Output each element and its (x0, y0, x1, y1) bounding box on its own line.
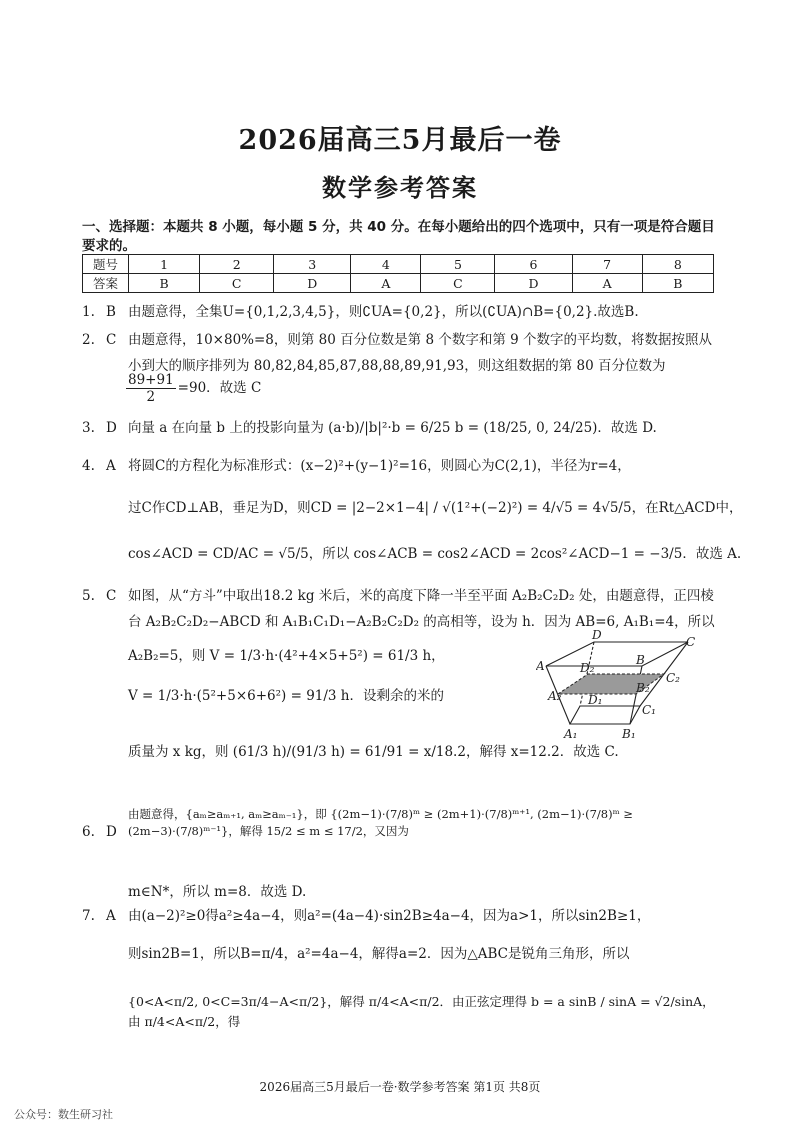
table-cell: C (200, 274, 274, 293)
item-answer: C (106, 588, 117, 604)
label-a2: A₂ (548, 689, 562, 703)
label-a1: A₁ (564, 727, 578, 740)
table-cell: 8 (642, 255, 713, 274)
item-answer: D (106, 420, 117, 436)
item-text: 由题意得，全集U={0,1,2,3,4,5}，则∁UA={0,2}，所以(∁UA)∩B={0,2}.故选B. (128, 304, 639, 320)
table-cell: 4 (351, 255, 421, 274)
item-number: 4. (82, 458, 95, 474)
page-title: 2026届高三5月最后一卷 (238, 125, 562, 156)
item-line: 过C作CD⊥AB，垂足为D，则CD = |2−2×1−4| / √(1²+(−2)²) = 4/√5 = 4√5/5，在Rt△ACD中， (128, 500, 743, 516)
table-cell: B (129, 274, 200, 293)
answer-item-3 (82, 418, 718, 438)
frustum-figure (536, 630, 696, 740)
item-answer: A (106, 908, 116, 924)
item-line: V = 1/3·h·(5²+5×6+6²) = 91/3 h．设剩余的米的 (128, 688, 444, 704)
table-cell: A (351, 274, 421, 293)
table-cell: 6 (495, 255, 572, 274)
table-header-cell: 答案 (83, 274, 129, 293)
item-number: 2. (82, 332, 95, 348)
table-cell: 1 (129, 255, 200, 274)
page-footer: 2026届高三5月最后一卷·数学参考答案 第1页 共8页 (259, 1080, 541, 1094)
table-cell: 3 (274, 255, 351, 274)
label-c1: C₁ (642, 703, 656, 717)
label-c2: C₂ (666, 671, 680, 685)
answer-table (82, 254, 714, 293)
answer-item-1 (82, 302, 718, 322)
top-face (546, 642, 688, 666)
item-text: 向量 a 在向量 b 上的投影向量为 (a·b)/|b|²·b = 6/25 b = (18/25, 0, 24/25)．故选 D. (128, 420, 657, 436)
fraction-denominator: 2 (146, 389, 156, 405)
item-answer: D (106, 824, 117, 840)
table-cell: 7 (572, 255, 642, 274)
table-cell: 2 (200, 255, 274, 274)
label-b2: B₂ (636, 681, 650, 695)
item-number: 6. (82, 824, 95, 840)
item-line: 将圆C的方程化为标准形式：(x−2)²+(y−1)²=16，则圆心为C(2,1)，半径为r=4， (128, 458, 631, 474)
table-cell: A (572, 274, 642, 293)
item-line: 质量为 x kg，则 (61/3 h)/(91/3 h) = 61/91 = x/18.2，解得 x=12.2．故选 C. (128, 744, 619, 760)
table-row (83, 255, 714, 274)
answer-item-5 (82, 586, 718, 606)
label-b1: B₁ (622, 727, 636, 740)
table-header-cell: 题号 (83, 255, 129, 274)
item-line: 台 A₂B₂C₂D₂−ABCD 和 A₁B₁C₁D₁−A₂B₂C₂D₂ 的高相等，设为 h．因为 AB=6, A₁B₁=4，所以 (128, 614, 715, 630)
table-cell: B (642, 274, 713, 293)
item-line: cos∠ACD = CD/AC = √5/5，所以 cos∠ACB = cos2∠ACD = 2cos²∠ACD−1 = −3/5．故选 A. (128, 546, 742, 562)
item-answer: C (106, 332, 117, 348)
item-line: {0<A<π/2, 0<C=3π/4−A<π/2}，解得 π/4<A<π/2．由正弦定理得 b = a sinB / sinA = √2/sinA，由 π/4<A<π/2，得 (128, 994, 715, 1029)
page-subtitle: 数学参考答案 (322, 173, 478, 202)
item-number: 5. (82, 588, 95, 604)
fraction-line (124, 372, 261, 405)
item-number: 1. (82, 304, 95, 320)
answer-item-4 (82, 456, 718, 476)
label-d1: D₁ (588, 693, 603, 707)
label-d: D (592, 630, 602, 642)
item-line: 如图，从“方斗”中取出18.2 kg 米后，米的高度下降一半至平面 A₂B₂C₂D₂ 处，由题意得，正四棱 (128, 588, 714, 604)
item-line: A₂B₂=5，则 V = 1/3·h·(4²+4×5+5²) = 61/3 h， (128, 648, 445, 664)
label-c: C (686, 635, 696, 649)
item-number: 7. (82, 908, 95, 924)
label-a: A (536, 659, 545, 673)
item-number: 3. (82, 420, 95, 436)
fraction (126, 372, 176, 405)
table-cell: 5 (421, 255, 495, 274)
fraction-numerator: 89+91 (128, 372, 174, 388)
label-b: B (636, 653, 645, 667)
watermark: 公众号：数生研习社 (14, 1108, 113, 1121)
table-cell: D (274, 274, 351, 293)
item-answer: B (106, 304, 116, 320)
bottom-face (570, 706, 640, 724)
item-line: 小到大的顺序排列为 80,82,84,85,87,88,88,89,91,93，则这组数据的第 80 百分位数为 (128, 358, 666, 374)
label-d2: D₂ (580, 661, 595, 675)
item-line: 由(a−2)²≥0得a²≥4a−4，则a²=(4a−4)·sin2B≥4a−4，因为a>1，所以sin2B≥1， (128, 908, 651, 924)
item-line: =90．故选 C (177, 380, 262, 396)
answer-item-7 (82, 906, 718, 926)
item-line: 由题意得，{aₘ≥aₘ₊₁, aₘ≥aₘ₋₁}，即 {(2m−1)·(7/8)ᵐ ≥ (2m+1)·(7/8)ᵐ⁺¹, (2m−1)·(7/8)ᵐ ≥ (2m−3)·(7/8)ᵐ⁻¹}，解得 15/2 ≤ m ≤ 17/2，又因为 (128, 807, 633, 838)
item-line: 由题意得，10×80%=8，则第 80 百分位数是第 8 个数字和第 9 个数字的平均数，将数据按照从 (128, 332, 712, 348)
item-line: m∈N*，所以 m=8．故选 D. (128, 884, 307, 900)
item-answer: A (106, 458, 116, 474)
table-cell: C (421, 274, 495, 293)
section-heading: 一、选择题：本题共 8 小题，每小题 5 分，共 40 分。在每小题给出的四个选项中，只有一项是符合题目要求的。 (82, 219, 715, 254)
table-row (83, 274, 714, 293)
table-cell: D (495, 274, 572, 293)
item-line: 则sin2B=1，所以B=π/4，a²=4a−4，解得a=2．因为△ABC是锐角三角形，所以 (128, 946, 630, 962)
